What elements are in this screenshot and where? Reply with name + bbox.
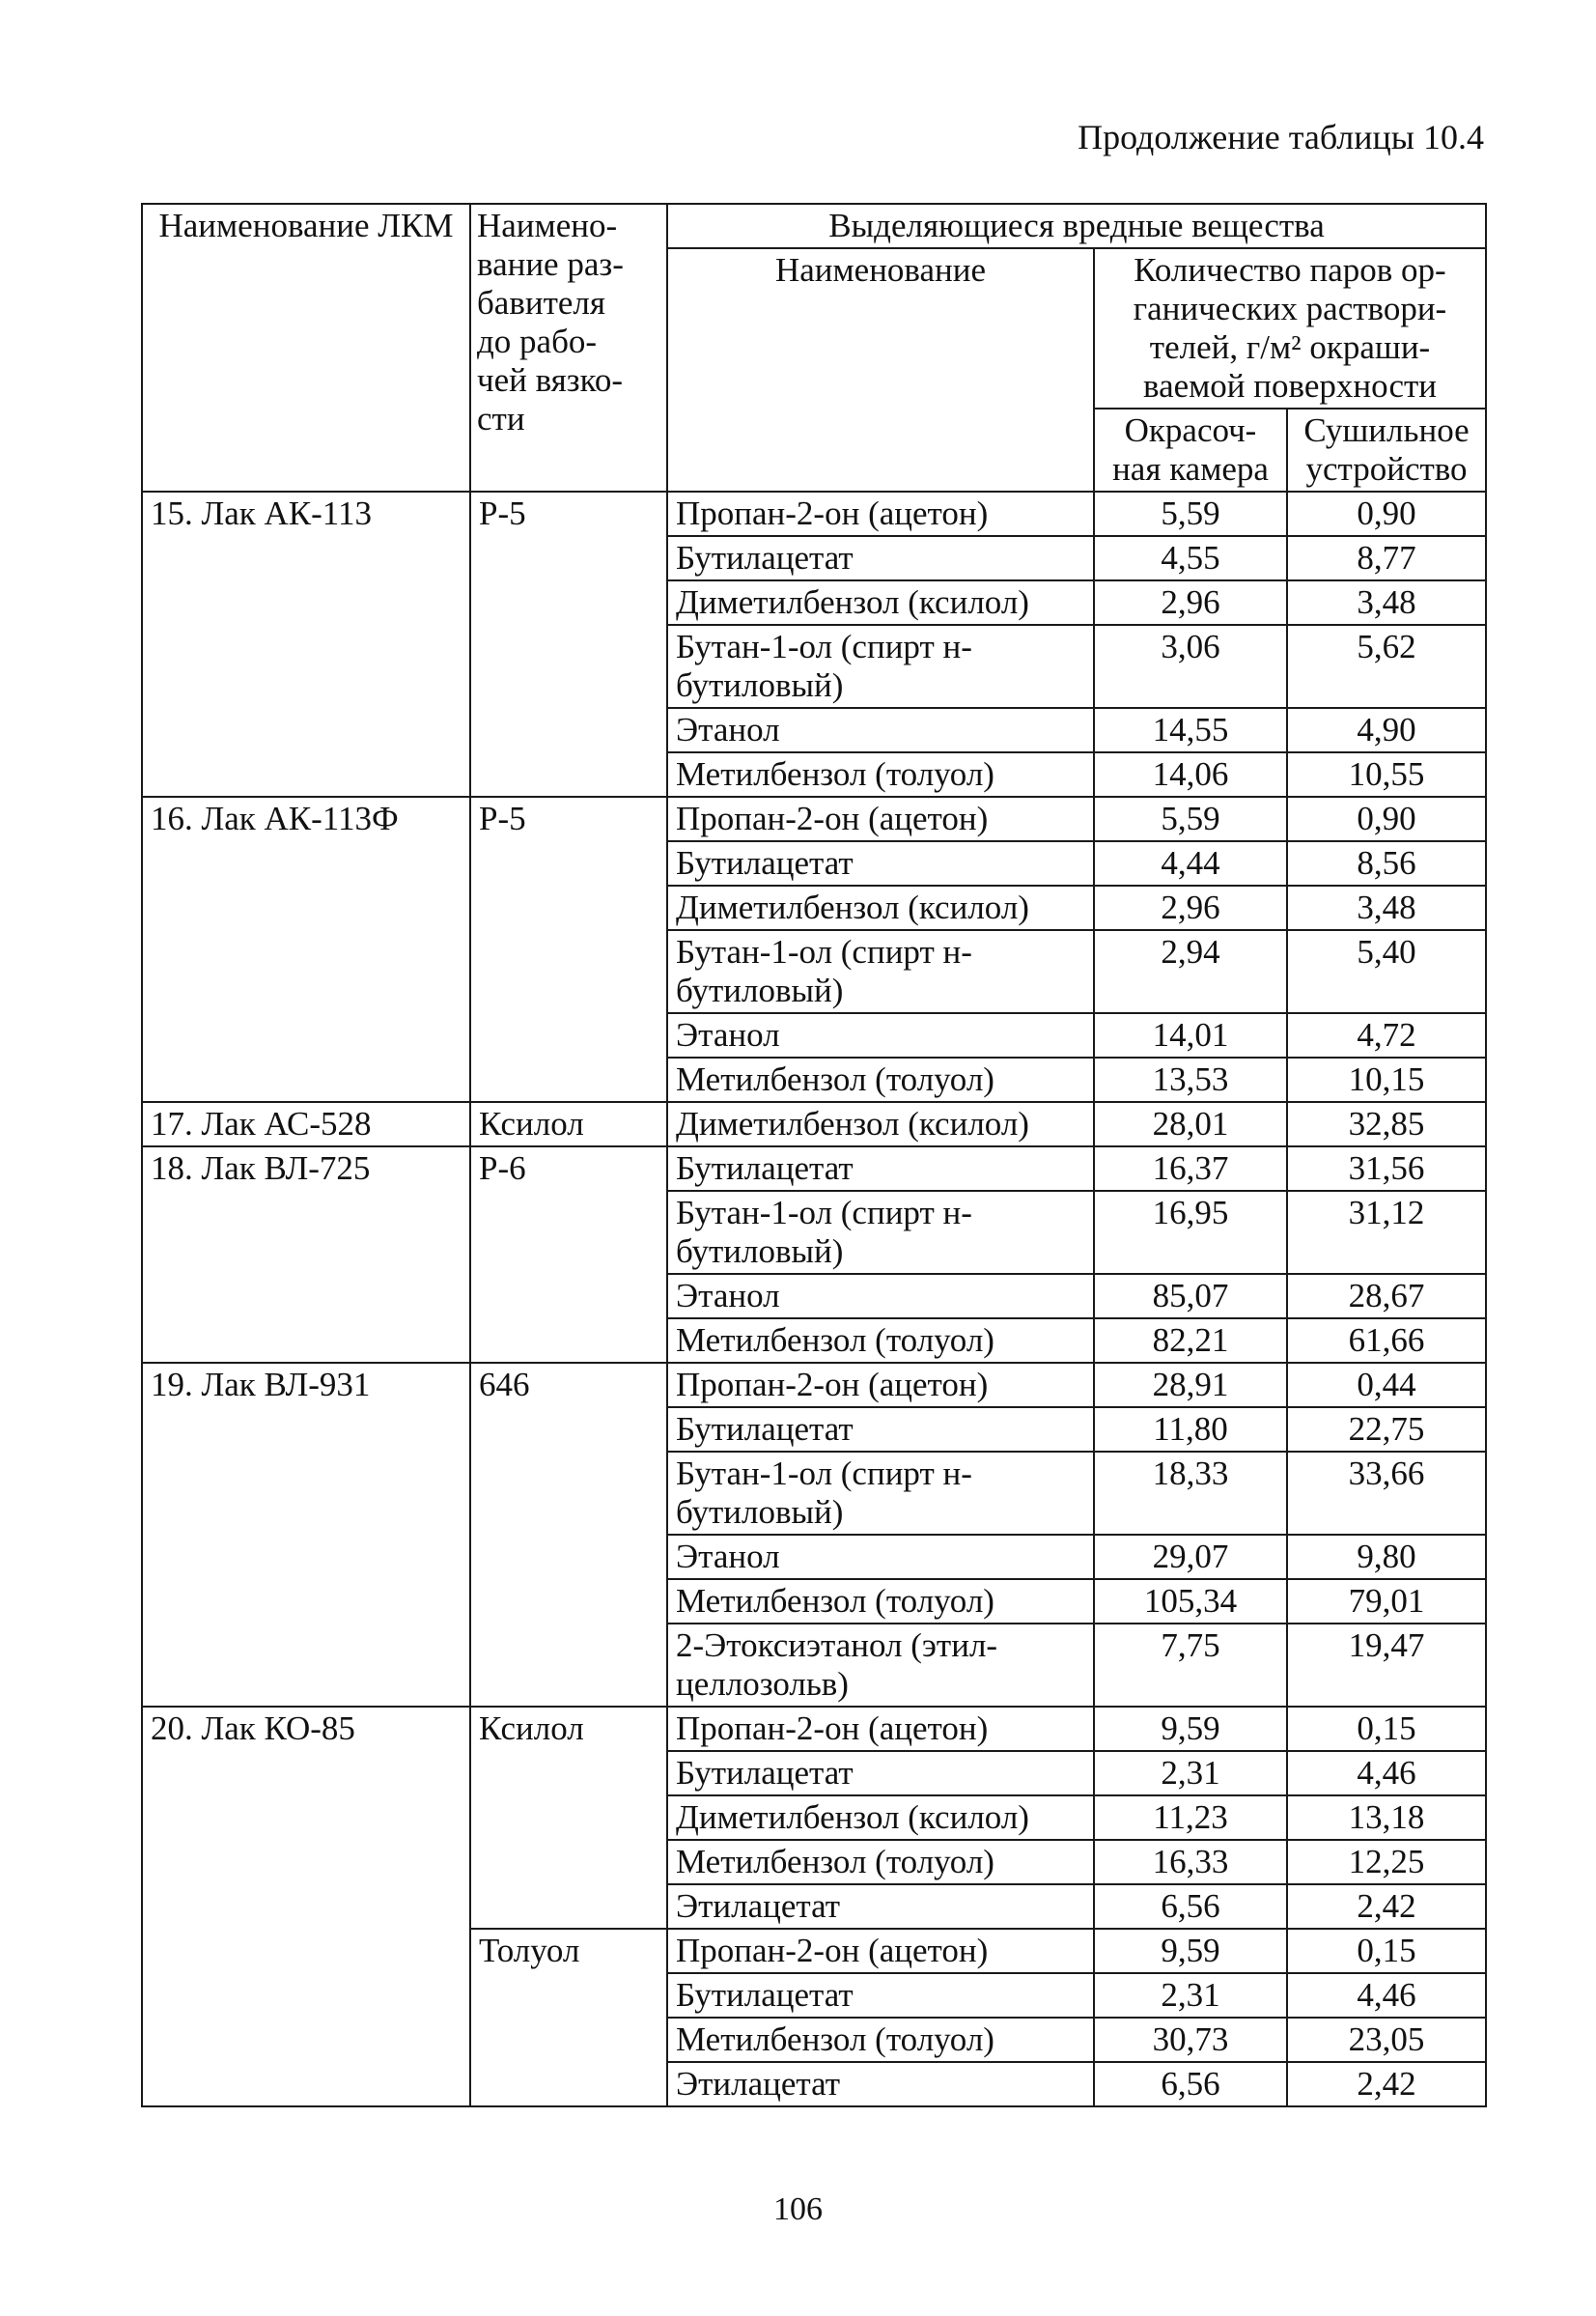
thinner-cell: Толуол: [470, 1929, 667, 2106]
dryer-value-cell: 0,15: [1287, 1707, 1486, 1751]
dryer-value-cell: 3,48: [1287, 886, 1486, 930]
dryer-value-cell: 61,66: [1287, 1318, 1486, 1363]
booth-value-cell: 16,33: [1094, 1840, 1287, 1884]
header-thinner: Наимено- вание раз- бавителя до рабо- чей вязко- сти: [470, 204, 667, 492]
header-vapor-amount: Количество паров ор- ганических раствори- телей, г/м² окраши- ваемой поверхности: [1094, 248, 1486, 409]
header-drying-unit: Сушильное устройство: [1287, 409, 1486, 492]
lkm-name-cell: 20. Лак КО-85: [142, 1707, 470, 2106]
booth-value-cell: 7,75: [1094, 1624, 1287, 1707]
header-paint-booth: Окрасоч- ная камера: [1094, 409, 1287, 492]
booth-value-cell: 3,06: [1094, 625, 1287, 708]
table-row: [142, 1146, 1486, 1191]
dryer-value-cell: 33,66: [1287, 1452, 1486, 1535]
dryer-value-cell: 0,90: [1287, 797, 1486, 841]
header-lkm: Наименование ЛКМ: [142, 204, 470, 492]
page-number: 106: [773, 2191, 823, 2227]
thinner-cell: 646: [470, 1363, 667, 1707]
dryer-value-cell: 4,72: [1287, 1013, 1486, 1058]
thinner-cell: Ксилол: [470, 1707, 667, 1929]
booth-value-cell: 14,06: [1094, 752, 1287, 797]
substance-cell: Бутан-1-ол (спирт н- бутиловый): [667, 1191, 1094, 1274]
substance-cell: Метилбензол (толуол): [667, 1058, 1094, 1102]
dryer-value-cell: 23,05: [1287, 2018, 1486, 2062]
booth-value-cell: 28,91: [1094, 1363, 1287, 1407]
substance-cell: Бутан-1-ол (спирт н- бутиловый): [667, 930, 1094, 1013]
booth-value-cell: 28,01: [1094, 1102, 1287, 1146]
booth-value-cell: 5,59: [1094, 797, 1287, 841]
substance-cell: Метилбензол (толуол): [667, 1579, 1094, 1624]
substance-cell: Диметилбензол (ксилол): [667, 886, 1094, 930]
thinner-cell: Р-6: [470, 1146, 667, 1363]
dryer-value-cell: 0,15: [1287, 1929, 1486, 1973]
booth-value-cell: 2,96: [1094, 580, 1287, 625]
booth-value-cell: 4,44: [1094, 841, 1287, 886]
dryer-value-cell: 31,12: [1287, 1191, 1486, 1274]
substance-cell: Этилацетат: [667, 1884, 1094, 1929]
dryer-value-cell: 4,90: [1287, 708, 1486, 752]
booth-value-cell: 11,23: [1094, 1795, 1287, 1840]
dryer-value-cell: 0,90: [1287, 492, 1486, 536]
dryer-value-cell: 32,85: [1287, 1102, 1486, 1146]
dryer-value-cell: 8,77: [1287, 536, 1486, 580]
lkm-name-cell: 16. Лак АК-113Ф: [142, 797, 470, 1102]
dryer-value-cell: 19,47: [1287, 1624, 1486, 1707]
substance-cell: Метилбензол (толуол): [667, 1318, 1094, 1363]
substance-cell: Бутилацетат: [667, 536, 1094, 580]
lkm-name-cell: 18. Лак ВЛ-725: [142, 1146, 470, 1363]
substance-cell: 2-Этоксиэтанол (этил- целлозольв): [667, 1624, 1094, 1707]
dryer-value-cell: 8,56: [1287, 841, 1486, 886]
dryer-value-cell: 12,25: [1287, 1840, 1486, 1884]
substance-cell: Диметилбензол (ксилол): [667, 580, 1094, 625]
substance-cell: Диметилбензол (ксилол): [667, 1102, 1094, 1146]
lkm-name-cell: 15. Лак АК-113: [142, 492, 470, 797]
substance-cell: Пропан-2-он (ацетон): [667, 1363, 1094, 1407]
lkm-name-cell: 17. Лак АС-528: [142, 1102, 470, 1146]
booth-value-cell: 16,95: [1094, 1191, 1287, 1274]
table-caption: Продолжение таблицы 10.4: [1078, 118, 1484, 156]
dryer-value-cell: 31,56: [1287, 1146, 1486, 1191]
lkm-name-cell: 19. Лак ВЛ-931: [142, 1363, 470, 1707]
substance-cell: Метилбензол (толуол): [667, 752, 1094, 797]
dryer-value-cell: 4,46: [1287, 1751, 1486, 1795]
dryer-value-cell: 3,48: [1287, 580, 1486, 625]
booth-value-cell: 82,21: [1094, 1318, 1287, 1363]
dryer-value-cell: 2,42: [1287, 2062, 1486, 2106]
booth-value-cell: 105,34: [1094, 1579, 1287, 1624]
booth-value-cell: 2,31: [1094, 1751, 1287, 1795]
substance-cell: Бутилацетат: [667, 1146, 1094, 1191]
booth-value-cell: 13,53: [1094, 1058, 1287, 1102]
header-emitted-substances: Выделяющиеся вредные вещества: [667, 204, 1486, 248]
substance-cell: Бутилацетат: [667, 1973, 1094, 2018]
table-row: [142, 492, 1486, 536]
dryer-value-cell: 4,46: [1287, 1973, 1486, 2018]
booth-value-cell: 9,59: [1094, 1929, 1287, 1973]
substance-cell: Этанол: [667, 1535, 1094, 1579]
substance-cell: Пропан-2-он (ацетон): [667, 492, 1094, 536]
substance-cell: Пропан-2-он (ацетон): [667, 1929, 1094, 1973]
header-substance-name: Наименование: [667, 248, 1094, 492]
dryer-value-cell: 13,18: [1287, 1795, 1486, 1840]
substance-cell: Бутилацетат: [667, 1407, 1094, 1452]
thinner-cell: Р-5: [470, 797, 667, 1102]
dryer-value-cell: 2,42: [1287, 1884, 1486, 1929]
substance-cell: Пропан-2-он (ацетон): [667, 797, 1094, 841]
booth-value-cell: 5,59: [1094, 492, 1287, 536]
dryer-value-cell: 0,44: [1287, 1363, 1486, 1407]
booth-value-cell: 6,56: [1094, 2062, 1287, 2106]
substance-cell: Бутилацетат: [667, 841, 1094, 886]
table-row: [142, 1102, 1486, 1146]
dryer-value-cell: 10,55: [1287, 752, 1486, 797]
substance-cell: Бутан-1-ол (спирт н- бутиловый): [667, 1452, 1094, 1535]
substance-cell: Этанол: [667, 708, 1094, 752]
booth-value-cell: 11,80: [1094, 1407, 1287, 1452]
dryer-value-cell: 5,62: [1287, 625, 1486, 708]
substance-cell: Метилбензол (толуол): [667, 2018, 1094, 2062]
booth-value-cell: 2,94: [1094, 930, 1287, 1013]
booth-value-cell: 9,59: [1094, 1707, 1287, 1751]
booth-value-cell: 2,31: [1094, 1973, 1287, 2018]
dryer-value-cell: 9,80: [1287, 1535, 1486, 1579]
dryer-value-cell: 10,15: [1287, 1058, 1486, 1102]
dryer-value-cell: 5,40: [1287, 930, 1486, 1013]
booth-value-cell: 4,55: [1094, 536, 1287, 580]
table-row: [142, 1707, 1486, 1751]
substance-cell: Диметилбензол (ксилол): [667, 1795, 1094, 1840]
table-row: [142, 1363, 1486, 1407]
dryer-value-cell: 22,75: [1287, 1407, 1486, 1452]
substance-cell: Бутан-1-ол (спирт н- бутиловый): [667, 625, 1094, 708]
booth-value-cell: 85,07: [1094, 1274, 1287, 1318]
booth-value-cell: 16,37: [1094, 1146, 1287, 1191]
substance-cell: Этанол: [667, 1013, 1094, 1058]
substance-cell: Пропан-2-он (ацетон): [667, 1707, 1094, 1751]
thinner-cell: Ксилол: [470, 1102, 667, 1146]
booth-value-cell: 2,96: [1094, 886, 1287, 930]
table-body: [142, 492, 1486, 2106]
emissions-table: [141, 203, 1487, 2107]
booth-value-cell: 14,01: [1094, 1013, 1287, 1058]
booth-value-cell: 6,56: [1094, 1884, 1287, 1929]
table-row: [142, 797, 1486, 841]
booth-value-cell: 14,55: [1094, 708, 1287, 752]
substance-cell: Этанол: [667, 1274, 1094, 1318]
thinner-cell: Р-5: [470, 492, 667, 797]
booth-value-cell: 30,73: [1094, 2018, 1287, 2062]
dryer-value-cell: 28,67: [1287, 1274, 1486, 1318]
booth-value-cell: 29,07: [1094, 1535, 1287, 1579]
dryer-value-cell: 79,01: [1287, 1579, 1486, 1624]
substance-cell: Бутилацетат: [667, 1751, 1094, 1795]
booth-value-cell: 18,33: [1094, 1452, 1287, 1535]
substance-cell: Этилацетат: [667, 2062, 1094, 2106]
substance-cell: Метилбензол (толуол): [667, 1840, 1094, 1884]
